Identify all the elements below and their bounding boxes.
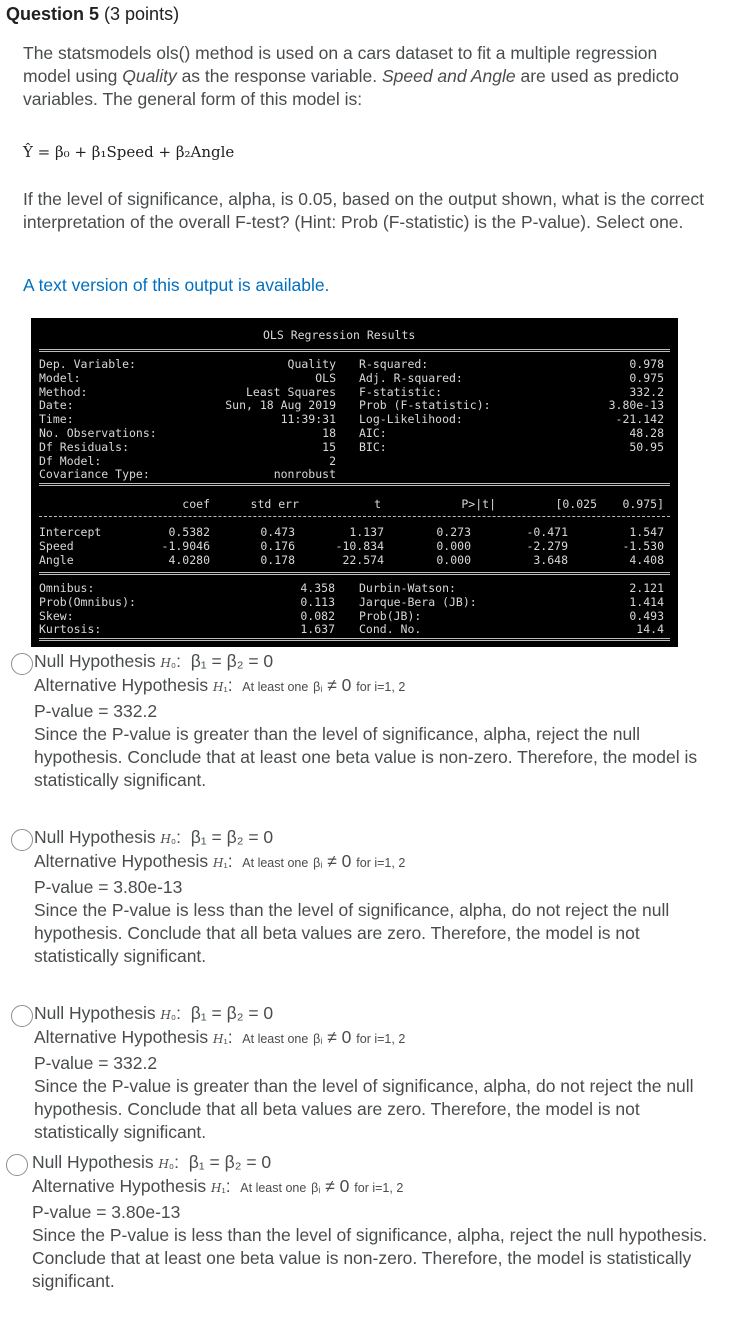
alt-prefix: At least one [242,680,309,694]
divider [39,638,670,641]
diag-value: 0.113 [300,594,335,609]
h0-subscript: ₀ [170,1008,177,1022]
coef-cell: 1.137 [349,525,384,539]
null-hypothesis: Null Hypothesis H₀: β₁ = β₂ = 0 [34,827,274,847]
coef-header: t [374,497,381,511]
model-info-label: Time: [39,412,74,427]
coef-cell: 4.408 [629,552,664,567]
question-title: Question 5 [6,4,100,24]
predictor-variables: Speed and Angle [381,66,516,86]
model-info-label: Date: [39,398,74,413]
h0-subscript: ₀ [168,1157,175,1171]
diag-value: 4.358 [300,581,335,595]
model-info-label: Covariance Type: [39,467,150,482]
coef-cell: 22.574 [342,552,384,567]
coef-cell: 1.547 [629,525,664,539]
alt-prefix: At least one [242,856,309,870]
answer-radio-4[interactable] [6,1154,28,1176]
alt-hypothesis: Alternative Hypothesis H₁: At least one βᵢ ≠ 0 for i=1, 2 [34,1027,406,1047]
text-version-link[interactable]: A text version of this output is available. [23,275,330,295]
alt-suffix: for i=1, 2 [356,680,406,694]
alt-hypothesis: Alternative Hypothesis H₁: At least one βᵢ ≠ 0 for i=1, 2 [34,675,406,695]
coef-header: std err [250,497,299,511]
null-hypothesis: Null Hypothesis H₀: β₁ = β₂ = 0 [34,1003,274,1023]
h0-symbol: H [158,1157,169,1171]
fit-stat-label: Prob (F-statistic): [359,398,491,413]
h0-symbol: H [160,832,171,846]
model-info-value: 18 [322,426,336,440]
diag-value: 2.121 [629,581,664,595]
alt-label: Alternative Hypothesis [34,675,209,695]
model-info-value: 11:39:31 [280,412,336,427]
prompt-text: model using [23,66,123,86]
model-info-value: 2 [329,453,336,468]
alt-neq: ≠ 0 [327,675,352,695]
coef-row-name: Intercept [39,525,102,539]
question-points: (3 points) [104,4,180,24]
coef-header: coef [182,497,210,511]
p-value: P-value = 332.2 [34,701,158,721]
coef-cell: -0.471 [526,525,568,539]
alt-neq: ≠ 0 [327,851,352,871]
alt-label: Alternative Hypothesis [34,1027,209,1047]
null-equation: β₁ = β₂ = 0 [188,1152,272,1172]
fit-stat-value: 3.80e-13 [608,398,664,413]
question-header [6,4,179,25]
model-info-label: No. Observations: [39,426,157,440]
explanation: Since the P-value is less than the level of significance, alpha, do not reject the null hypothesis. Conclude that all beta values are zero. Therefore, the model is not statistically significant. [34,900,670,966]
model-info-label: Model: [39,370,81,385]
null-equation: β₁ = β₂ = 0 [190,1003,274,1023]
prompt-text: as the response variable. [176,66,382,86]
diag-value: 1.637 [300,622,335,637]
coef-cell: 0.473 [260,525,295,539]
answer-radio-2[interactable] [11,829,33,851]
coef-cell: -10.834 [335,538,384,553]
fit-stat-value: 50.95 [629,439,664,454]
model-info-label: Df Model: [39,453,102,468]
fit-stat-label: Adj. R-squared: [359,370,463,385]
h1-subscript: ₁ [223,856,228,870]
beta-i: βᵢ [313,856,323,870]
prompt-line-2 [23,65,739,88]
prompt-line-3: variables. The general form of this model is: [23,89,363,109]
coef-cell: 3.648 [533,552,568,567]
model-info-label: Method: [39,384,88,399]
diag-label: Prob(JB): [359,608,422,623]
p-value: P-value = 3.80e-13 [32,1202,181,1222]
model-info-label: Df Residuals: [39,439,130,454]
h1-symbol: H [213,1032,224,1046]
alt-neq: ≠ 0 [325,1176,350,1196]
h1-symbol: H [213,680,224,694]
model-info-value: Quality [287,357,336,371]
fit-stat-value: 332.2 [629,384,664,399]
model-info-value: OLS [315,370,336,385]
ols-title: OLS Regression Results [263,328,416,342]
model-info-value: Least Squares [245,384,336,399]
diag-value: 1.414 [629,594,664,609]
diag-label: Prob(Omnibus): [39,594,136,609]
alt-prefix: At least one [242,1032,309,1046]
coef-cell: 0.176 [260,538,295,553]
null-hypothesis: Null Hypothesis H₀: β₁ = β₂ = 0 [32,1152,272,1172]
fit-stat-label: R-squared: [359,357,429,371]
explanation: Since the P-value is less than the level of significance, alpha, reject the null hypothesis. Conclude that at least one beta value is non-zero. Therefore, the model is statistically significant. [32,1225,708,1291]
alt-label: Alternative Hypothesis [32,1176,207,1196]
diag-value: 0.493 [629,608,664,623]
h1-subscript: ₁ [223,680,228,694]
alt-hypothesis: Alternative Hypothesis H₁: At least one βᵢ ≠ 0 for i=1, 2 [34,851,406,871]
coef-cell: 4.0280 [168,552,210,567]
model-info-value: Sun, 18 Aug 2019 [225,398,336,413]
ols-output-image [31,318,678,647]
divider [39,572,670,575]
coef-header: 0.975] [622,497,664,511]
fit-stat-label: BIC: [359,439,387,454]
diag-value: 14.4 [636,622,664,637]
alt-hypothesis: Alternative Hypothesis H₁: At least one βᵢ ≠ 0 for i=1, 2 [32,1176,404,1196]
beta-i: βᵢ [313,1032,323,1046]
null-hypothesis: Null Hypothesis H₀: β₁ = β₂ = 0 [34,651,274,671]
answer-radio-1[interactable] [11,653,33,675]
prompt-line-1: The statsmodels ols() method is used on a cars dataset to fit a multiple regression [23,43,658,63]
coef-row-name: Speed [39,538,74,553]
h1-subscript: ₁ [223,1032,228,1046]
explanation: Since the P-value is greater than the level of significance, alpha, reject the null hypothesis. Conclude that at least one beta value is non-zero. Therefore, the model is statistically significant. [34,724,698,790]
coef-row-name: Angle [39,552,74,567]
diag-value: 0.082 [300,608,335,623]
question-prompt [23,42,739,111]
fit-stat-value: 0.975 [629,370,664,385]
h0-symbol: H [160,656,171,670]
answer-radio-3[interactable] [11,1005,33,1027]
divider [39,516,670,518]
h1-symbol: H [213,856,224,870]
h1-subscript: ₁ [221,1181,226,1195]
alt-suffix: for i=1, 2 [356,856,406,870]
fit-stat-label: AIC: [359,426,387,440]
coef-cell: 0.178 [260,552,295,567]
model-formula: Ŷ = β₀ + β₁Speed + β₂Angle [23,143,235,161]
fit-stat-label: F-statistic: [359,384,443,399]
diag-label: Skew: [39,608,74,623]
coef-cell: 0.000 [436,552,471,567]
fit-stat-value: 0.978 [629,357,664,371]
coef-header: [0.025 [555,497,597,511]
alt-suffix: for i=1, 2 [354,1181,404,1195]
fit-stat-value: 48.28 [629,426,664,440]
model-info-value: 15 [322,439,336,454]
null-equation: β₁ = β₂ = 0 [190,827,274,847]
coef-cell: -2.279 [526,538,568,553]
null-label: Null Hypothesis [32,1152,154,1172]
coef-header: P>|t| [461,497,496,511]
coef-cell: 0.000 [436,538,471,553]
h0-subscript: ₀ [170,656,177,670]
h0-symbol: H [160,1008,171,1022]
null-label: Null Hypothesis [34,827,156,847]
question-text: If the level of significance, alpha, is 0.05, based on the output shown, what is the correct interpretation of the overall F-test? (Hint: Prob (F-statistic) is the P-value). Select one. [23,189,704,232]
beta-i: βᵢ [313,680,323,694]
null-label: Null Hypothesis [34,1003,156,1023]
h0-subscript: ₀ [170,832,177,846]
alt-prefix: At least one [240,1181,307,1195]
diag-label: Kurtosis: [39,622,102,637]
h1-symbol: H [211,1181,222,1195]
alt-label: Alternative Hypothesis [34,851,209,871]
fit-stat-value: -21.142 [615,412,664,427]
diag-label: Omnibus: [39,581,95,595]
model-info-value: nonrobust [273,467,336,482]
diag-label: Durbin-Watson: [359,581,456,595]
p-value: P-value = 3.80e-13 [34,877,183,897]
alt-neq: ≠ 0 [327,1027,352,1047]
response-variable: Quality [122,66,177,86]
divider [39,349,670,352]
prompt-text: are used as predicto [515,66,680,86]
coef-cell: -1.9046 [161,538,210,553]
diag-label: Cond. No. [359,622,422,637]
fit-stat-label: Log-Likelihood: [359,412,463,427]
beta-i: βᵢ [311,1181,321,1195]
coef-cell: 0.273 [436,525,471,539]
divider [39,483,670,486]
p-value: P-value = 332.2 [34,1053,158,1073]
null-equation: β₁ = β₂ = 0 [190,651,274,671]
alt-suffix: for i=1, 2 [356,1032,406,1046]
null-label: Null Hypothesis [34,651,156,671]
coef-cell: -1.530 [622,538,664,553]
explanation: Since the P-value is greater than the level of significance, alpha, do not reject the null hypothesis. Conclude that all beta values are zero. Therefore, the model is not statistically significant. [34,1076,694,1142]
coef-cell: 0.5382 [168,525,210,539]
model-info-label: Dep. Variable: [39,357,136,371]
diag-label: Jarque-Bera (JB): [359,594,477,609]
